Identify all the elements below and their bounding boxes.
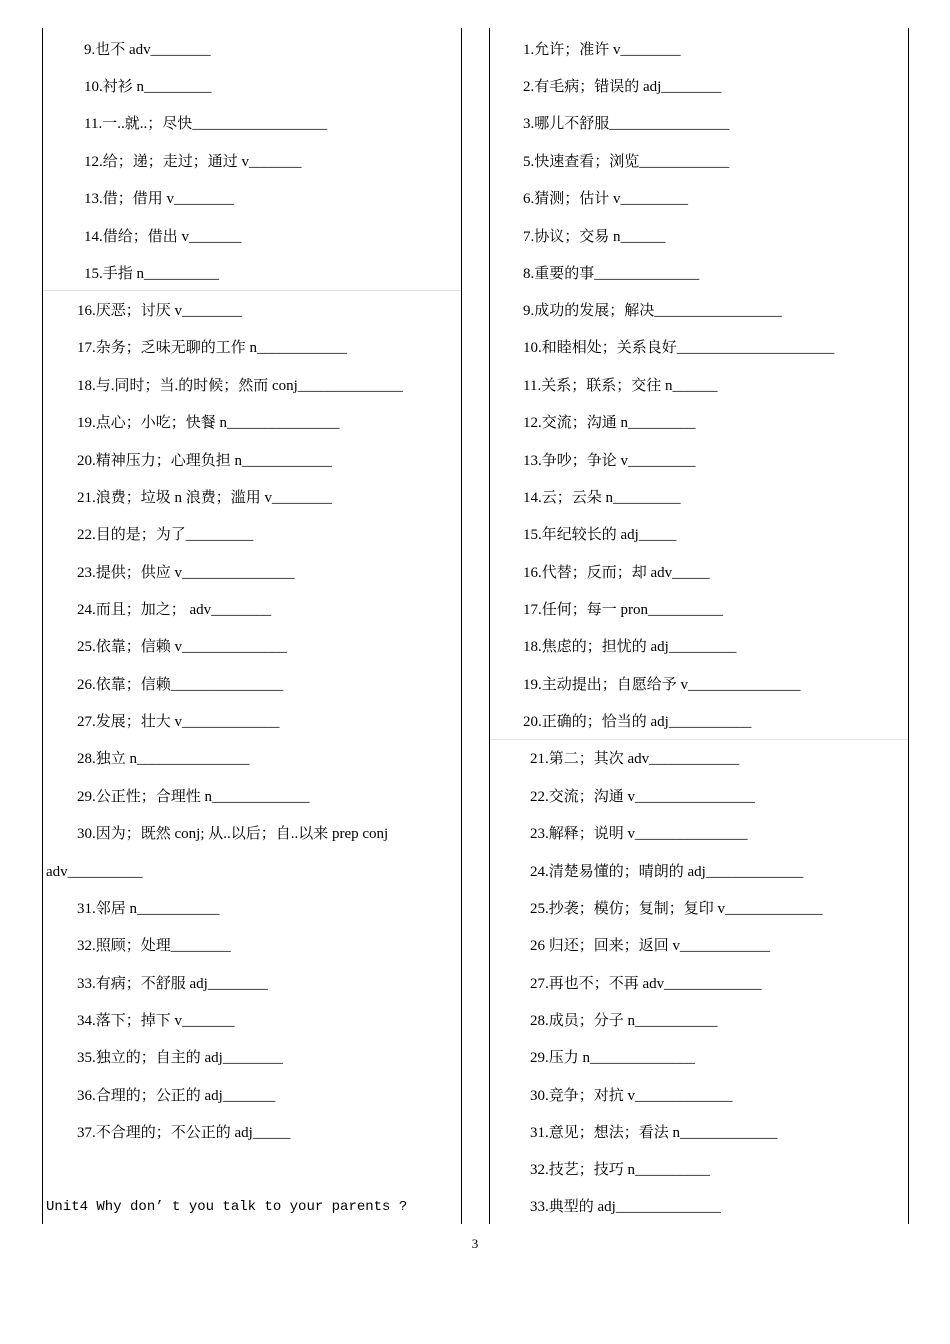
right-entry-31: 31.意见；想法；看法 n_____________ xyxy=(530,1125,778,1141)
right-entry-23: 23.解释；说明 v_______________ xyxy=(530,826,748,842)
right-entry-21: 21.第二；其次 adv____________ xyxy=(530,751,740,767)
left-entry-25: 25.依靠；信赖 v______________ xyxy=(77,639,288,655)
right-entry-28: 28.成员；分子 n___________ xyxy=(530,1013,718,1029)
right-entry-25: 25.抄袭；模仿；复制；复印 v_____________ xyxy=(530,901,823,917)
right-column-border-right xyxy=(908,28,909,1224)
left-entry-16: 16.厌恶；讨厌 v________ xyxy=(77,303,243,319)
right-entry-30: 30.竞争；对抗 v_____________ xyxy=(530,1088,733,1104)
unit-heading: Unit4 Why don’ t you talk to your parents ? xyxy=(46,1199,408,1215)
right-entry-20: 20.正确的；恰当的 adj___________ xyxy=(523,714,752,730)
right-entry-16: 16.代替；反而；却 adv_____ xyxy=(523,565,710,581)
left-entry-23: 23.提供；供应 v_______________ xyxy=(77,565,295,581)
right-column-border-left xyxy=(489,28,490,1224)
left-entry-22: 22.目的是；为了_________ xyxy=(77,527,254,543)
right-entry-10: 10.和睦相处；关系良好_____________________ xyxy=(523,340,835,356)
right-section-divider xyxy=(490,739,908,740)
right-entry-27: 27.再也不；不再 adv_____________ xyxy=(530,976,762,992)
right-entry-7: 7.协议；交易 n______ xyxy=(523,229,666,245)
right-entry-18: 18.焦虑的；担忧的 adj_________ xyxy=(523,639,737,655)
right-entry-12: 12.交流；沟通 n_________ xyxy=(523,415,696,431)
left-section-divider xyxy=(43,290,461,291)
left-entry-30: 30.因为；既然 conj; 从..以后；自..以来 prep conj xyxy=(77,826,389,842)
right-entry-5: 5.快速查看；浏览____________ xyxy=(523,154,730,170)
left-entry-34: 34.落下；掉下 v_______ xyxy=(77,1013,235,1029)
left-entry-11: 11.一..就..；尽快__________________ xyxy=(84,116,328,132)
left-column-border-left xyxy=(42,28,43,1224)
right-entry-33: 33.典型的 adj______________ xyxy=(530,1199,721,1215)
right-entry-26: 26 归还；回来；返回 v____________ xyxy=(530,938,771,954)
left-entry-20: 20.精神压力；心理负担 n____________ xyxy=(77,453,333,469)
right-entry-17: 17.任何；每一 pron__________ xyxy=(523,602,723,618)
right-entry-8: 8.重要的事______________ xyxy=(523,266,700,282)
right-entry-2: 2.有毛病；错误的 adj________ xyxy=(523,79,722,95)
right-entry-3: 3.哪儿不舒服________________ xyxy=(523,116,730,132)
left-entry-18: 18.与.同时；当.的时候；然而 conj______________ xyxy=(77,378,403,394)
left-entry-12: 12.给；递；走过；通过 v_______ xyxy=(84,154,302,170)
left-entry-36: 36.合理的；公正的 adj_______ xyxy=(77,1088,276,1104)
left-entry-13: 13.借；借用 v________ xyxy=(84,191,235,207)
right-entry-22: 22.交流；沟通 v________________ xyxy=(530,789,756,805)
left-entry-31: 31.邻居 n___________ xyxy=(77,901,220,917)
left-entry-10: 10.衬衫 n_________ xyxy=(84,79,212,95)
right-entry-14: 14.云；云朵 n_________ xyxy=(523,490,681,506)
left-entry-30-continued: adv__________ xyxy=(46,864,143,880)
right-entry-11: 11.关系；联系；交往 n______ xyxy=(523,378,718,394)
left-entry-32: 32.照顾；处理________ xyxy=(77,938,231,954)
left-column-border-right xyxy=(461,28,462,1224)
right-entry-29: 29.压力 n______________ xyxy=(530,1050,696,1066)
left-entry-35: 35.独立的；自主的 adj________ xyxy=(77,1050,283,1066)
right-entry-15: 15.年纪较长的 adj_____ xyxy=(523,527,677,543)
left-entry-24: 24.而且；加之； adv________ xyxy=(77,602,272,618)
left-entry-9: 9.也不 adv________ xyxy=(84,42,211,58)
left-entry-15: 15.手指 n__________ xyxy=(84,266,220,282)
right-entry-32: 32.技艺；技巧 n__________ xyxy=(530,1162,711,1178)
page-number: 3 xyxy=(471,1236,479,1251)
right-entry-19: 19.主动提出；自愿给予 v_______________ xyxy=(523,677,801,693)
right-entry-6: 6.猜测；估计 v_________ xyxy=(523,191,689,207)
left-entry-27: 27.发展；壮大 v_____________ xyxy=(77,714,280,730)
right-entry-24: 24.清楚易懂的；晴朗的 adj_____________ xyxy=(530,864,804,880)
left-entry-14: 14.借给；借出 v_______ xyxy=(84,229,242,245)
left-entry-28: 28.独立 n_______________ xyxy=(77,751,250,767)
left-entry-19: 19.点心；小吃；快餐 n_______________ xyxy=(77,415,340,431)
right-entry-1: 1.允许；准许 v________ xyxy=(523,42,681,58)
left-entry-29: 29.公正性；合理性 n_____________ xyxy=(77,789,310,805)
left-entry-21: 21.浪费；垃圾 n 浪费；滥用 v________ xyxy=(77,490,333,506)
left-entry-17: 17.杂务；乏味无聊的工作 n____________ xyxy=(77,340,348,356)
left-entry-37: 37.不合理的；不公正的 adj_____ xyxy=(77,1125,291,1141)
right-entry-13: 13.争吵；争论 v_________ xyxy=(523,453,696,469)
left-entry-33: 33.有病；不舒服 adj________ xyxy=(77,976,268,992)
left-entry-26: 26.依靠；信赖_______________ xyxy=(77,677,284,693)
right-entry-9: 9.成功的发展；解决_________________ xyxy=(523,303,782,319)
